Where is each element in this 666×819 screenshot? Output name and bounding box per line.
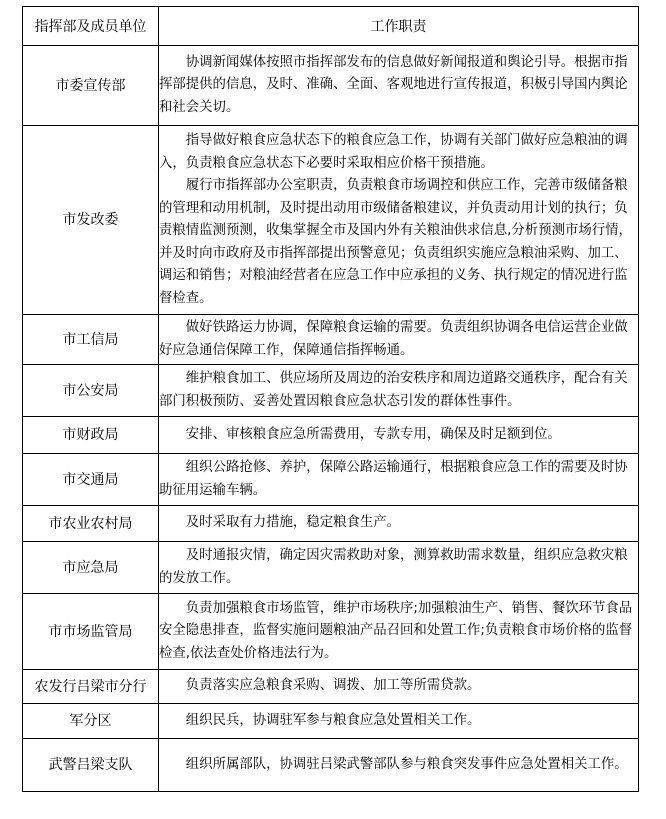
- table-row: [23, 704, 639, 739]
- table-row: [23, 542, 639, 594]
- duty-cell: [159, 315, 639, 365]
- unit-cell: 武警吕梁支队: [23, 739, 159, 792]
- table-row: [23, 670, 639, 704]
- unit-cell: 农发行吕梁市分行: [23, 670, 159, 704]
- duty-paragraph: 组织民兵，协调驻军参与粮食应急处置相关工作。: [185, 712, 481, 728]
- duty-paragraph: 组织所属部队，协调驻吕梁武警部队参与粮食突发事件应急处置相关工作。: [185, 756, 628, 772]
- unit-cell: 市委宣传部: [23, 46, 159, 126]
- duty-cell: [159, 594, 639, 670]
- table-row: [23, 315, 639, 365]
- table-row: [23, 46, 639, 126]
- table-row: [23, 126, 639, 315]
- unit-cell: 市农业农村局: [23, 506, 159, 542]
- duty-paragraph: 组织公路抢修、养护，保障公路运输通行，根据粮食应急工作的需要及时协助征用运输车辆。: [159, 460, 628, 498]
- header-row: [23, 7, 639, 46]
- duty-cell: [159, 46, 639, 126]
- duty-cell: [159, 126, 639, 315]
- duty-paragraph: 履行市指挥部办公室职责，负责粮食市场调控和供应工作，完善市级储备粮的管理和动用机制，及时提出动用市级储备粮建议，并负责动用计划的执行；负责粮情监测预测，收集掌握全市及国内外有关粮油供求信息,分析预测市场行情，并及时向市政府及市指挥部提出预警意见；负责组织实施应急粮油采购、加工、调运和销售；对粮油经营者在应急工作中应承担的义务、执行规定的情况进行监督检查。: [159, 178, 632, 306]
- unit-cell: 市发改委: [23, 126, 159, 315]
- duty-paragraph: 维护粮食加工、供应场所及周边的治安秩序和周边道路交通秩序，配合有关部门积极预防、妥善处置因粮食应急状态引发的群体性事件。: [159, 371, 628, 409]
- header-duty: 工作职责: [159, 7, 639, 46]
- duty-cell: [159, 739, 639, 792]
- unit-cell: 市应急局: [23, 542, 159, 594]
- duty-table: [22, 6, 639, 792]
- duty-cell: [159, 542, 639, 594]
- header-unit: 指挥部及成员单位: [23, 7, 159, 46]
- table-row: [23, 454, 639, 506]
- table-row: [23, 594, 639, 670]
- duty-cell: [159, 506, 639, 542]
- unit-cell: 市交通局: [23, 454, 159, 506]
- duty-cell: [159, 454, 639, 506]
- duty-paragraph: 协调新闻媒体按照市指挥部发布的信息做好新闻报道和舆论引导。根据市指挥部提供的信息，及时、准确、全面、客观地进行宣传报道，积极引导国内舆论和社会关切。: [159, 54, 628, 115]
- unit-cell: 军分区: [23, 704, 159, 739]
- duty-cell: [159, 670, 639, 704]
- duty-paragraph: 安排、审核粮食应急所需费用，专款专用，确保及时足额到位。: [185, 426, 561, 442]
- table-row: [23, 739, 639, 792]
- duty-paragraph: 及时通报灾情，确定因灾需救助对象，测算救助需求数量，组织应急救灾粮的发放工作。: [159, 548, 628, 586]
- unit-cell: 市市场监管局: [23, 594, 159, 670]
- duty-paragraph: 及时采取有力措施，稳定粮食生产。: [185, 515, 401, 531]
- table-row: [23, 417, 639, 454]
- duty-cell: [159, 365, 639, 417]
- duty-paragraph: 指导做好粮食应急状态下的粮食应急工作，协调有关部门做好应急粮油的调入，负责粮食应急状态下必要时采取相应价格干预措施。: [159, 133, 628, 171]
- unit-cell: 市公安局: [23, 365, 159, 417]
- table-row: [23, 365, 639, 417]
- duty-paragraph: 负责加强粮食市场监管，维护市场秩序;加强粮油生产、销售、餐饮环节食品安全隐患排查，监督实施问题粮油产品召回和处置工作;负责粮食市场价格的监督检查,依法查处价格违法行为。: [159, 600, 633, 661]
- duty-cell: [159, 417, 639, 454]
- unit-cell: 市财政局: [23, 417, 159, 454]
- table-row: [23, 506, 639, 542]
- duty-paragraph: 负责落实应急粮食采购、调拨、加工等所需贷款。: [185, 678, 481, 694]
- duty-cell: [159, 704, 639, 739]
- unit-cell: 市工信局: [23, 315, 159, 365]
- duty-paragraph: 做好铁路运力协调，保障粮食运输的需要。负责组织协调各电信运营企业做好应急通信保障工作，保障通信指挥畅通。: [159, 320, 628, 358]
